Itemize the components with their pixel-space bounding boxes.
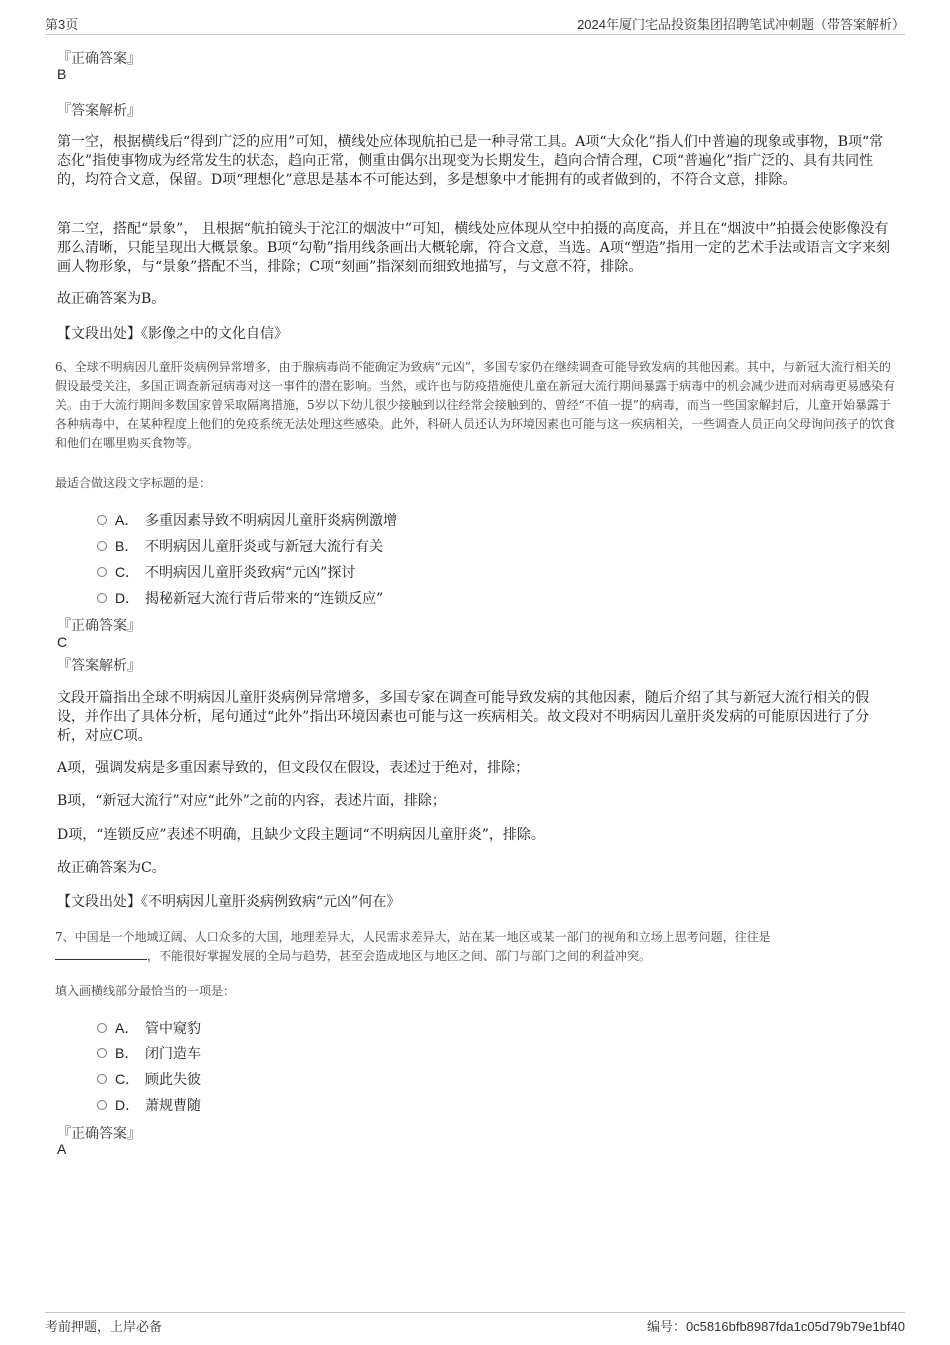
conclusion-text: 故正确答案为B。 xyxy=(57,291,166,307)
option-c[interactable] xyxy=(97,562,355,582)
radio-icon[interactable] xyxy=(97,515,107,525)
conclusion-text: 故正确答案为C。 xyxy=(57,860,166,876)
option-key: D． xyxy=(115,590,140,606)
option-a[interactable] xyxy=(97,1018,201,1038)
option-text: 闭门造车 xyxy=(145,1046,201,1062)
answer-value: B xyxy=(57,66,67,82)
option-c[interactable] xyxy=(97,1069,201,1089)
document-id: 编号：0c5816bfb8987fda1c05d79b79e1bf40 xyxy=(646,1319,905,1334)
source-citation: 【文段出处】《影像之中的文化自信》 xyxy=(57,326,288,342)
analysis-paragraph: A项，强调发病是多重因素导致的，但文段仅在假设，表述过于绝对，排除； xyxy=(57,760,530,776)
option-b[interactable] xyxy=(97,1043,201,1063)
option-text: 多重因素导致不明病因儿童肝炎病例激增 xyxy=(145,513,397,529)
option-a[interactable] xyxy=(97,510,397,530)
analysis-paragraph: 第二空，搭配“景象”， 且根据“航拍镜头于沱江的烟波中”可知，横线处应体现从空中拍摄的高度高，并且在“烟波中”拍摄会使影像没有那么清晰，只能呈现出大概景象。B项“勾勒”指用线条画出大概轮廓，符合文意，当选。A项“塑造”指用一定的艺术手法或语言文字来刻画人物形象，与“景象”搭配不当，排除；C项“刻画”指深刻而细致地描写，与文意不符，排除。 xyxy=(57,221,891,275)
option-key: C． xyxy=(115,1071,140,1087)
page-number: 第3页 xyxy=(45,17,79,32)
answer-value: C xyxy=(57,634,68,650)
question-prompt: 最适合做这段文字标题的是： xyxy=(55,476,212,490)
question-prompt: 填入画横线部分最恰当的一项是： xyxy=(55,984,236,998)
option-d[interactable] xyxy=(97,588,383,608)
analysis-paragraph: 文段开篇指出全球不明病因儿童肝炎病例异常增多，多国专家在调查可能导致发病的其他因素，随后介绍了其与新冠大流行相关的假设，并作出了具体分析，尾句通过“此外”指出环境因素也可能与这一疾病相关。故文段对不明病因儿童肝炎发病的可能原因进行了分析，对应C项。 xyxy=(57,690,870,744)
radio-icon[interactable] xyxy=(97,593,107,603)
radio-icon[interactable] xyxy=(97,1074,107,1084)
radio-icon[interactable] xyxy=(97,567,107,577)
option-text: 不明病因儿童肝炎或与新冠大流行有关 xyxy=(145,539,383,555)
radio-icon[interactable] xyxy=(97,1023,107,1033)
fill-blank xyxy=(55,948,147,960)
radio-icon[interactable] xyxy=(97,1100,107,1110)
option-d[interactable] xyxy=(97,1095,201,1115)
option-key: A． xyxy=(115,1020,139,1036)
option-key: A． xyxy=(115,512,139,528)
stem-part: 7、中国是一个地域辽阔、人口众多的大国，地理差异大，人民需求差异大，站在某一地区或某一部门的视角和立场上思考问题，往往是 xyxy=(55,930,771,944)
answer-label: 『正确答案』 xyxy=(57,1126,141,1142)
answer-label: 『正确答案』 xyxy=(57,51,141,67)
analysis-paragraph: 第一空，根据横线后“得到广泛的应用”可知，横线处应体现航拍已是一种寻常工具。A项“大众化”指人们中普遍的现象或事物，B项“常态化”指使事物成为经常发生的状态，趋向正常，侧重由偶尔出现变为长期发生，趋向合情合理，C项“普遍化”指广泛的、具有共同性的，均符合文意，保留。D项“理想化”意思是基本不可能达到，多是想象中才能拥有的或者做到的，不符合文意，排除。 xyxy=(57,134,884,188)
answer-value: A xyxy=(57,1141,67,1157)
radio-icon[interactable] xyxy=(97,541,107,551)
analysis-paragraph: B项，“新冠大流行”对应“此外”之前的内容，表述片面，排除； xyxy=(57,793,446,809)
page-header xyxy=(45,14,905,35)
option-text: 不明病因儿童肝炎致病“元凶”探讨 xyxy=(145,565,356,581)
analysis-label: 『答案解析』 xyxy=(57,658,141,674)
page-footer xyxy=(45,1312,905,1335)
footer-slogan: 考前押题，上岸必备 xyxy=(45,1319,163,1334)
option-key: D． xyxy=(115,1097,140,1113)
option-text: 管中窥豹 xyxy=(145,1021,201,1037)
radio-icon[interactable] xyxy=(97,1048,107,1058)
option-text: 萧规曹随 xyxy=(145,1098,201,1114)
answer-label: 『正确答案』 xyxy=(57,618,141,634)
question-stem: 6、全球不明病因儿童肝炎病例异常增多，由于腺病毒尚不能确定为致病“元凶”，多国专家仍在继续调查可能导致发病的其他因素。其中，与新冠大流行相关的假设最受关注，多国正调查新冠病毒对这一事件的潜在影响。当然，或许也与防疫措施使儿童在新冠大流行期间暴露于病毒中的机会减少进而对病毒更易感染有关。由于大流行期间多数国家曾采取隔离措施，5岁以下幼儿很少接触到以往经常会接触到的、曾经“不值一提”的病毒，而当一些国家解封后，儿童开始暴露于各种病毒中，在某种程度上他们的免疫系统无法处理这些感染。此外，科研人员还认为环境因素也可能与这一疾病相关，一些调查人员正向父母询问孩子的饮食和他们在哪里购买食物等。 xyxy=(55,360,896,450)
stem-part: ，不能很好掌握发展的全局与趋势，甚至会造成地区与地区之间、部门与部门之间的利益冲突。 xyxy=(147,949,652,963)
question-stem xyxy=(55,928,895,966)
option-key: B． xyxy=(115,1045,139,1061)
option-b[interactable] xyxy=(97,536,383,556)
option-key: C． xyxy=(115,564,140,580)
document-title: 2024年厦门宅品投资集团招聘笔试冲刺题（带答案解析） xyxy=(577,17,905,32)
analysis-label: 『答案解析』 xyxy=(57,103,141,119)
option-text: 顾此失彼 xyxy=(145,1072,201,1088)
option-text: 揭秘新冠大流行背后带来的“连锁反应” xyxy=(145,591,384,607)
source-citation: 【文段出处】《不明病因儿童肝炎病例致病“元凶”何在》 xyxy=(57,894,401,910)
analysis-paragraph: D项，“连锁反应”表述不明确，且缺少文段主题词“不明病因儿童肝炎”，排除。 xyxy=(57,827,545,843)
option-key: B． xyxy=(115,538,139,554)
